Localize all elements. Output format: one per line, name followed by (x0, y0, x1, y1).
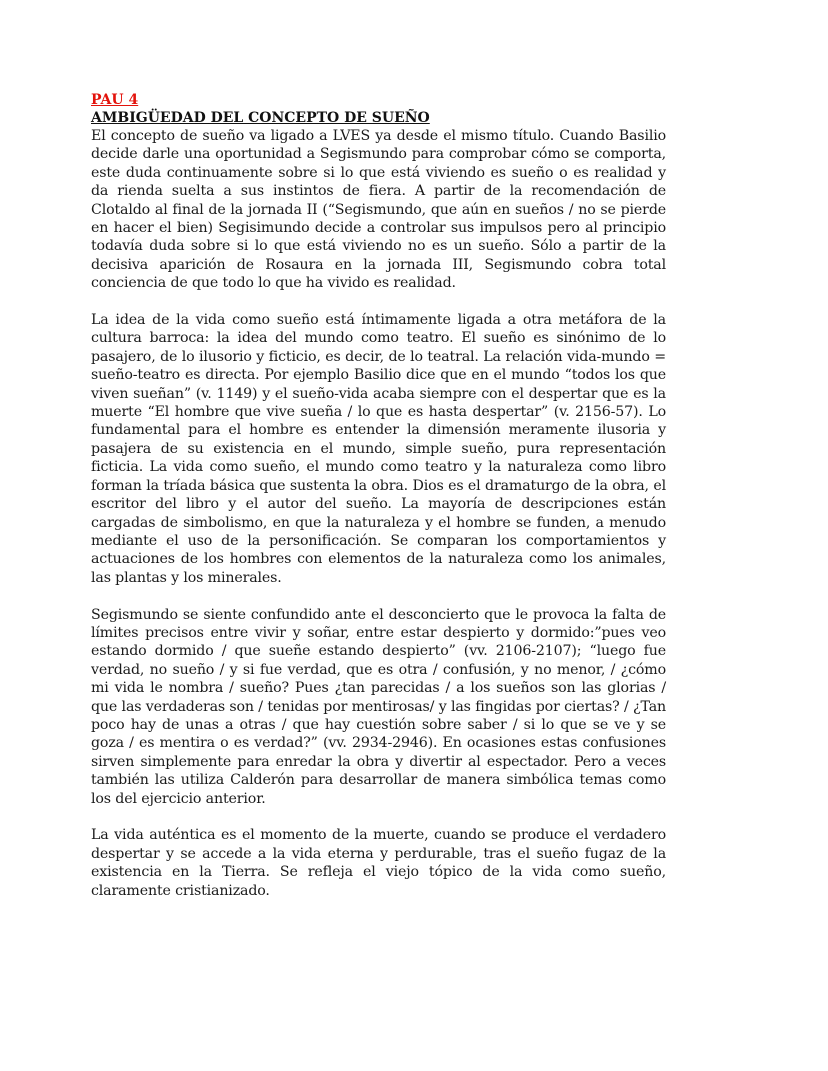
paragraph-1: El concepto de sueño va ligado a LVES ya desde el mismo título. Cuando Basilio decide darle una oportunidad a Segismundo para comprobar cómo se comporta, este duda continuamente sobre si lo que está viviendo es sueño o es realidad y da rienda suelta a sus instintos de fiera. A partir de la recomendación de Clotaldo al final de la jornada II (“Segismundo, que aún en sueños / no se pierde en hacer el bien) Segisimundo decide a controlar sus impulsos pero al principio todavía duda sobre si lo que está viviendo no es un sueño. Sólo a partir de la decisiva aparición de Rosaura en la jornada III, Segismundo cobra total conciencia de que todo lo que ha vivido es realidad. (91, 128, 666, 292)
paragraph-2: La idea de la vida como sueño está íntimamente ligada a otra metáfora de la cultura barroca: la idea del mundo como teatro. El sueño es sinónimo de lo pasajero, de lo ilusorio y ficticio, es decir, de lo teatral. La relación vida-mundo = sueño-teatro es directa. Por ejemplo Basilio dice que en el mundo “todos los que viven sueñan” (v. 1149) y el sueño-vida acaba siempre con el despertar que es la muerte “El hombre que vive sueña / lo que es hasta despertar” (v. 2156-57). Lo fundamental para el hombre es entender la dimensión meramente ilusoria y pasajera de su existencia en el mundo, simple sueño, pura representación ficticia. La vida como sueño, el mundo como teatro y la naturaleza como libro forman la tríada básica que sustenta la obra. Dios es el dramaturgo de la obra, el escritor del libro y el autor del sueño. La mayoría de descripciones están cargadas de simbolismo, en que la naturaleza y el hombre se funden, a menudo mediante el uso de la personificación. Se comparan los comportamientos y actuaciones de los hombres con elementos de la naturaleza como los animales, las plantas y los minerales. (91, 312, 666, 586)
document-page (91, 91, 666, 918)
document-title: AMBIGÜEDAD DEL CONCEPTO DE SUEÑO (91, 110, 430, 126)
paragraph-4: La vida auténtica es el momento de la muerte, cuando se produce el verdadero despertar y se accede a la vida eterna y perdurable, tras el sueño fugaz de la existencia en la Tierra. Se refleja el viejo tópico de la vida como sueño, claramente cristianizado. (91, 827, 666, 899)
paragraph-3: Segismundo se siente confundido ante el desconcierto que le provoca la falta de límites precisos entre vivir y soñar, entre estar despierto y dormido:”pues veo estando dormido / que sueñe estando despierto” (vv. 2106-2107); “luego fue verdad, no sueño / y si fue verdad, que es otra / confusión, y no menor, / ¿cómo mi vida le nombra / sueño? Pues ¿tan parecidas / a los sueños son las glorias / que las verdaderas son / tenidas por mentirosas/ y las fingidas por ciertas? / ¿Tan poco hay de unas a otras / que hay cuestión sobre saber / si lo que se ve y se goza / es mentira o es verdad?” (vv. 2934-2946). En ocasiones estas confusiones sirven simplemente para enredar la obra y divertir al espectador. Pero a veces también las utiliza Calderón para desarrollar de manera simbólica temas como los del ejercicio anterior. (91, 606, 666, 807)
section-label: PAU 4 (91, 92, 139, 108)
